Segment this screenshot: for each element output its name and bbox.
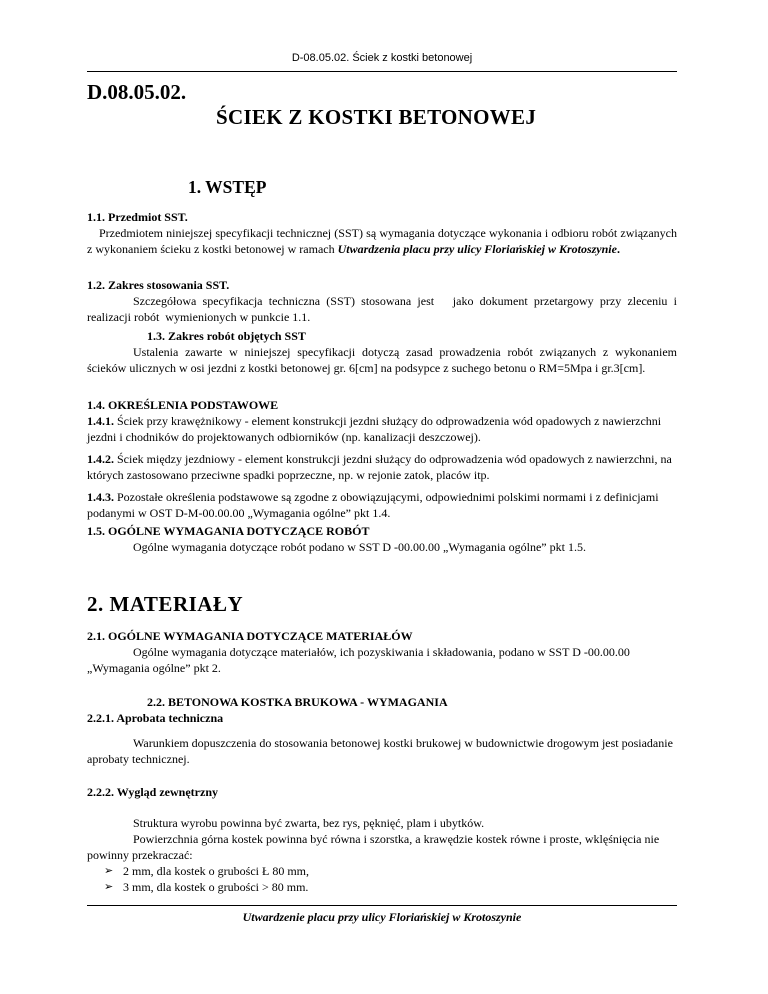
section-2-1-text: Ogólne wymagania dotyczące materiałów, ich pozyskiwania i składowania, podano w SST D -00.00.00 „Wymagania ogólne” pkt 2. — [87, 645, 630, 675]
section-1-5 — [87, 523, 677, 555]
section-1-5-heading: 1.5. OGÓLNE WYMAGANIA DOTYCZĄCE ROBÓT — [87, 524, 370, 538]
section-2-2 — [87, 694, 677, 726]
section-2-2-1-body — [87, 735, 677, 767]
section-1-4 — [87, 397, 677, 521]
section-1-1-heading: 1.1. Przedmiot SST. — [87, 210, 188, 224]
section-2-1-heading: 2.1. OGÓLNE WYMAGANIA DOTYCZĄCE MATERIAŁÓW — [87, 629, 413, 643]
section-2-2-1-heading: 2.2.1. Aprobata techniczna — [87, 711, 224, 725]
document-title: ŚCIEK Z KOSTKI BETONOWEJ — [216, 105, 537, 129]
running-header: D-08.05.02. Ściek z kostki betonowej — [291, 52, 473, 64]
section-1-1-text: Przedmiotem niniejszej specyfikacji technicznej (SST) są wymagania dotyczące wykonania i odbioru robót związanych z wykonaniem ścieku z kostki betonowej w ramach Utwardzenia placu przy ulicy Floriańskiej w Krotoszynie. — [87, 226, 677, 256]
section-2-2-2 — [87, 784, 677, 800]
section-1-2 — [87, 277, 680, 325]
tolerance-list — [87, 863, 677, 895]
definition-1-4-3: 1.4.3. Pozostałe określenia podstawowe są zgodne z obowiązującymi, odpowiednimi polskimi normami i z definicjami podanymi w OST D-M-00.00.00 „Wymagania ogólne” pkt 1.4. — [87, 490, 659, 520]
list-item: ➢ 3 mm, dla kostek o grubości > 80 mm. — [104, 880, 309, 894]
section-2-2-heading: 2.2. BETONOWA KOSTKA BRUKOWA - WYMAGANIA — [147, 695, 448, 709]
section-2-1 — [87, 628, 677, 676]
header-rule — [87, 71, 677, 72]
definition-1-4-2: 1.4.2. Ściek między jezdniowy - element konstrukcji jezdni służący do odprowadzenia wód opadowych z nawierzchni, na których zastosowano przeciwne spadki poprzeczne, np. w rejonie zatok, placów itp. — [87, 452, 672, 482]
section-2-heading: 2. MATERIAŁY — [87, 592, 244, 616]
section-2-2-2-p1: Struktura wyrobu powinna być zwarta, bez rys, pęknięć, plam i ubytków. — [133, 816, 485, 830]
section-2-2-2-heading: 2.2.2. Wygląd zewnętrzny — [87, 785, 218, 799]
definition-1-4-1: 1.4.1. Ściek przy krawężnikowy - element konstrukcji jezdni służący do odprowadzenia wód opadowych z nawierzchni jezdni i chodników do projektowanych odbiorników (np. kanalizacji deszczowej). — [87, 414, 662, 444]
section-1-4-heading: 1.4. OKREŚLENIA PODSTAWOWE — [87, 398, 279, 412]
running-footer: Utwardzenie placu przy ulicy Floriańskiej w Krotoszynie — [242, 910, 522, 924]
project-name: Utwardzenia placu przy ulicy Floriańskiej w Krotoszynie — [337, 242, 617, 256]
section-1-5-text: Ogólne wymagania dotyczące robót podano w SST D -00.00.00 „Wymagania ogólne” pkt 1.5. — [133, 540, 586, 554]
section-1-2-text: Szczegółowa specyfikacja techniczna (SST) stosowana jest jako dokument przetargowy przy zleceniu i realizacji robót wymienionych w punkcie 1.1. — [87, 294, 680, 324]
section-1-1 — [87, 209, 677, 257]
section-1-3-text: Ustalenia zawarte w niniejszej specyfikacji dotyczą zasad prowadzenia robót związanych z wykonaniem ścieków ulicznych w osi jezdni z kostki betonowej gr. 6[cm] na podsypce z suchego betonu o RM=5Mpa i gr.3[cm]. — [87, 345, 677, 375]
section-1-heading: 1. WSTĘP — [188, 177, 267, 197]
section-1-3 — [87, 328, 677, 376]
section-2-2-1-text: Warunkiem dopuszczenia do stosowania betonowej kostki brukowej w budownictwie drogowym jest posiadanie aprobaty technicznej. — [87, 736, 673, 766]
document-code: D.08.05.02. — [87, 80, 187, 104]
footer-rule — [87, 905, 677, 906]
section-2-2-2-body — [87, 815, 677, 895]
list-item: ➢ 2 mm, dla kostek o grubości Ł 80 mm, — [104, 864, 309, 878]
section-1-3-heading: 1.3. Zakres robót objętych SST — [147, 329, 306, 343]
arrow-bullet-icon: ➢ — [104, 880, 114, 893]
section-2-2-2-p2: Powierzchnia górna kostek powinna być równa i szorstka, a krawędzie kostek równe i proste, wklęśnięcia nie powinny przekraczać: — [87, 832, 660, 862]
arrow-bullet-icon: ➢ — [104, 864, 114, 877]
section-1-2-heading: 1.2. Zakres stosowania SST. — [87, 278, 230, 292]
